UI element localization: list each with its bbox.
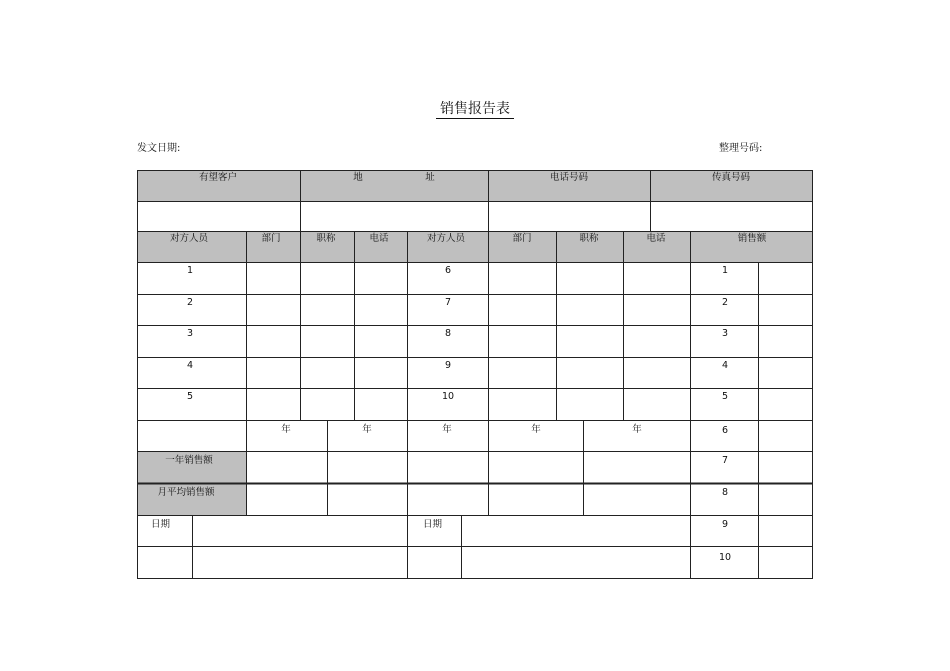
right-row-number: 7 [444,297,452,308]
right-row-number: 10 [441,391,455,402]
sales-row-number: 10 [718,552,732,563]
issue-date-label: 发文日期: [137,143,181,154]
sales-amount-header: 销售额 [737,233,767,244]
year-label: 年 [362,424,372,435]
position-header-left: 职称 [316,233,336,244]
monthly-avg-sales-label: 月平均销售额 [157,487,215,498]
department-header-left: 部门 [261,233,281,244]
left-row-number: 4 [186,360,194,371]
right-row-number: 6 [444,265,452,276]
phone-header-left: 电话 [369,233,389,244]
contact-person-header-right: 对方人员 [426,233,466,244]
left-row-number: 2 [186,297,194,308]
right-row-number: 9 [444,360,452,371]
department-header-right: 部门 [512,233,532,244]
address-header-part1: 地 [353,172,363,183]
date-label-left: 日期 [151,519,171,530]
annual-sales-label: 一年销售额 [165,455,213,466]
prospect-customer-header: 有望客户 [198,172,238,183]
address-header-part2: 址 [425,172,435,183]
sales-row-number: 7 [721,455,729,466]
sales-row-number: 9 [721,519,729,530]
fax-number-header: 传真号码 [711,172,751,183]
sales-row-number: 8 [721,487,729,498]
sales-row-number: 2 [721,297,729,308]
year-label: 年 [632,424,642,435]
date-label-right: 日期 [423,519,443,530]
year-label: 年 [531,424,541,435]
sales-row-number: 1 [721,265,729,276]
left-row-number: 3 [186,328,194,339]
left-row-number: 5 [186,391,194,402]
sales-row-number: 4 [721,360,729,371]
sales-row-number: 5 [721,391,729,402]
year-label: 年 [442,424,452,435]
right-row-number: 8 [444,328,452,339]
sort-number-label: 整理号码: [719,143,763,154]
year-label: 年 [281,424,291,435]
report-title: 销售报告表 [0,98,950,118]
position-header-right: 职称 [579,233,599,244]
sales-row-number: 6 [721,425,729,436]
left-row-number: 1 [186,265,194,276]
sales-row-number: 3 [721,328,729,339]
contact-person-header-left: 对方人员 [169,233,209,244]
phone-number-header: 电话号码 [549,172,589,183]
phone-header-right: 电话 [646,233,666,244]
